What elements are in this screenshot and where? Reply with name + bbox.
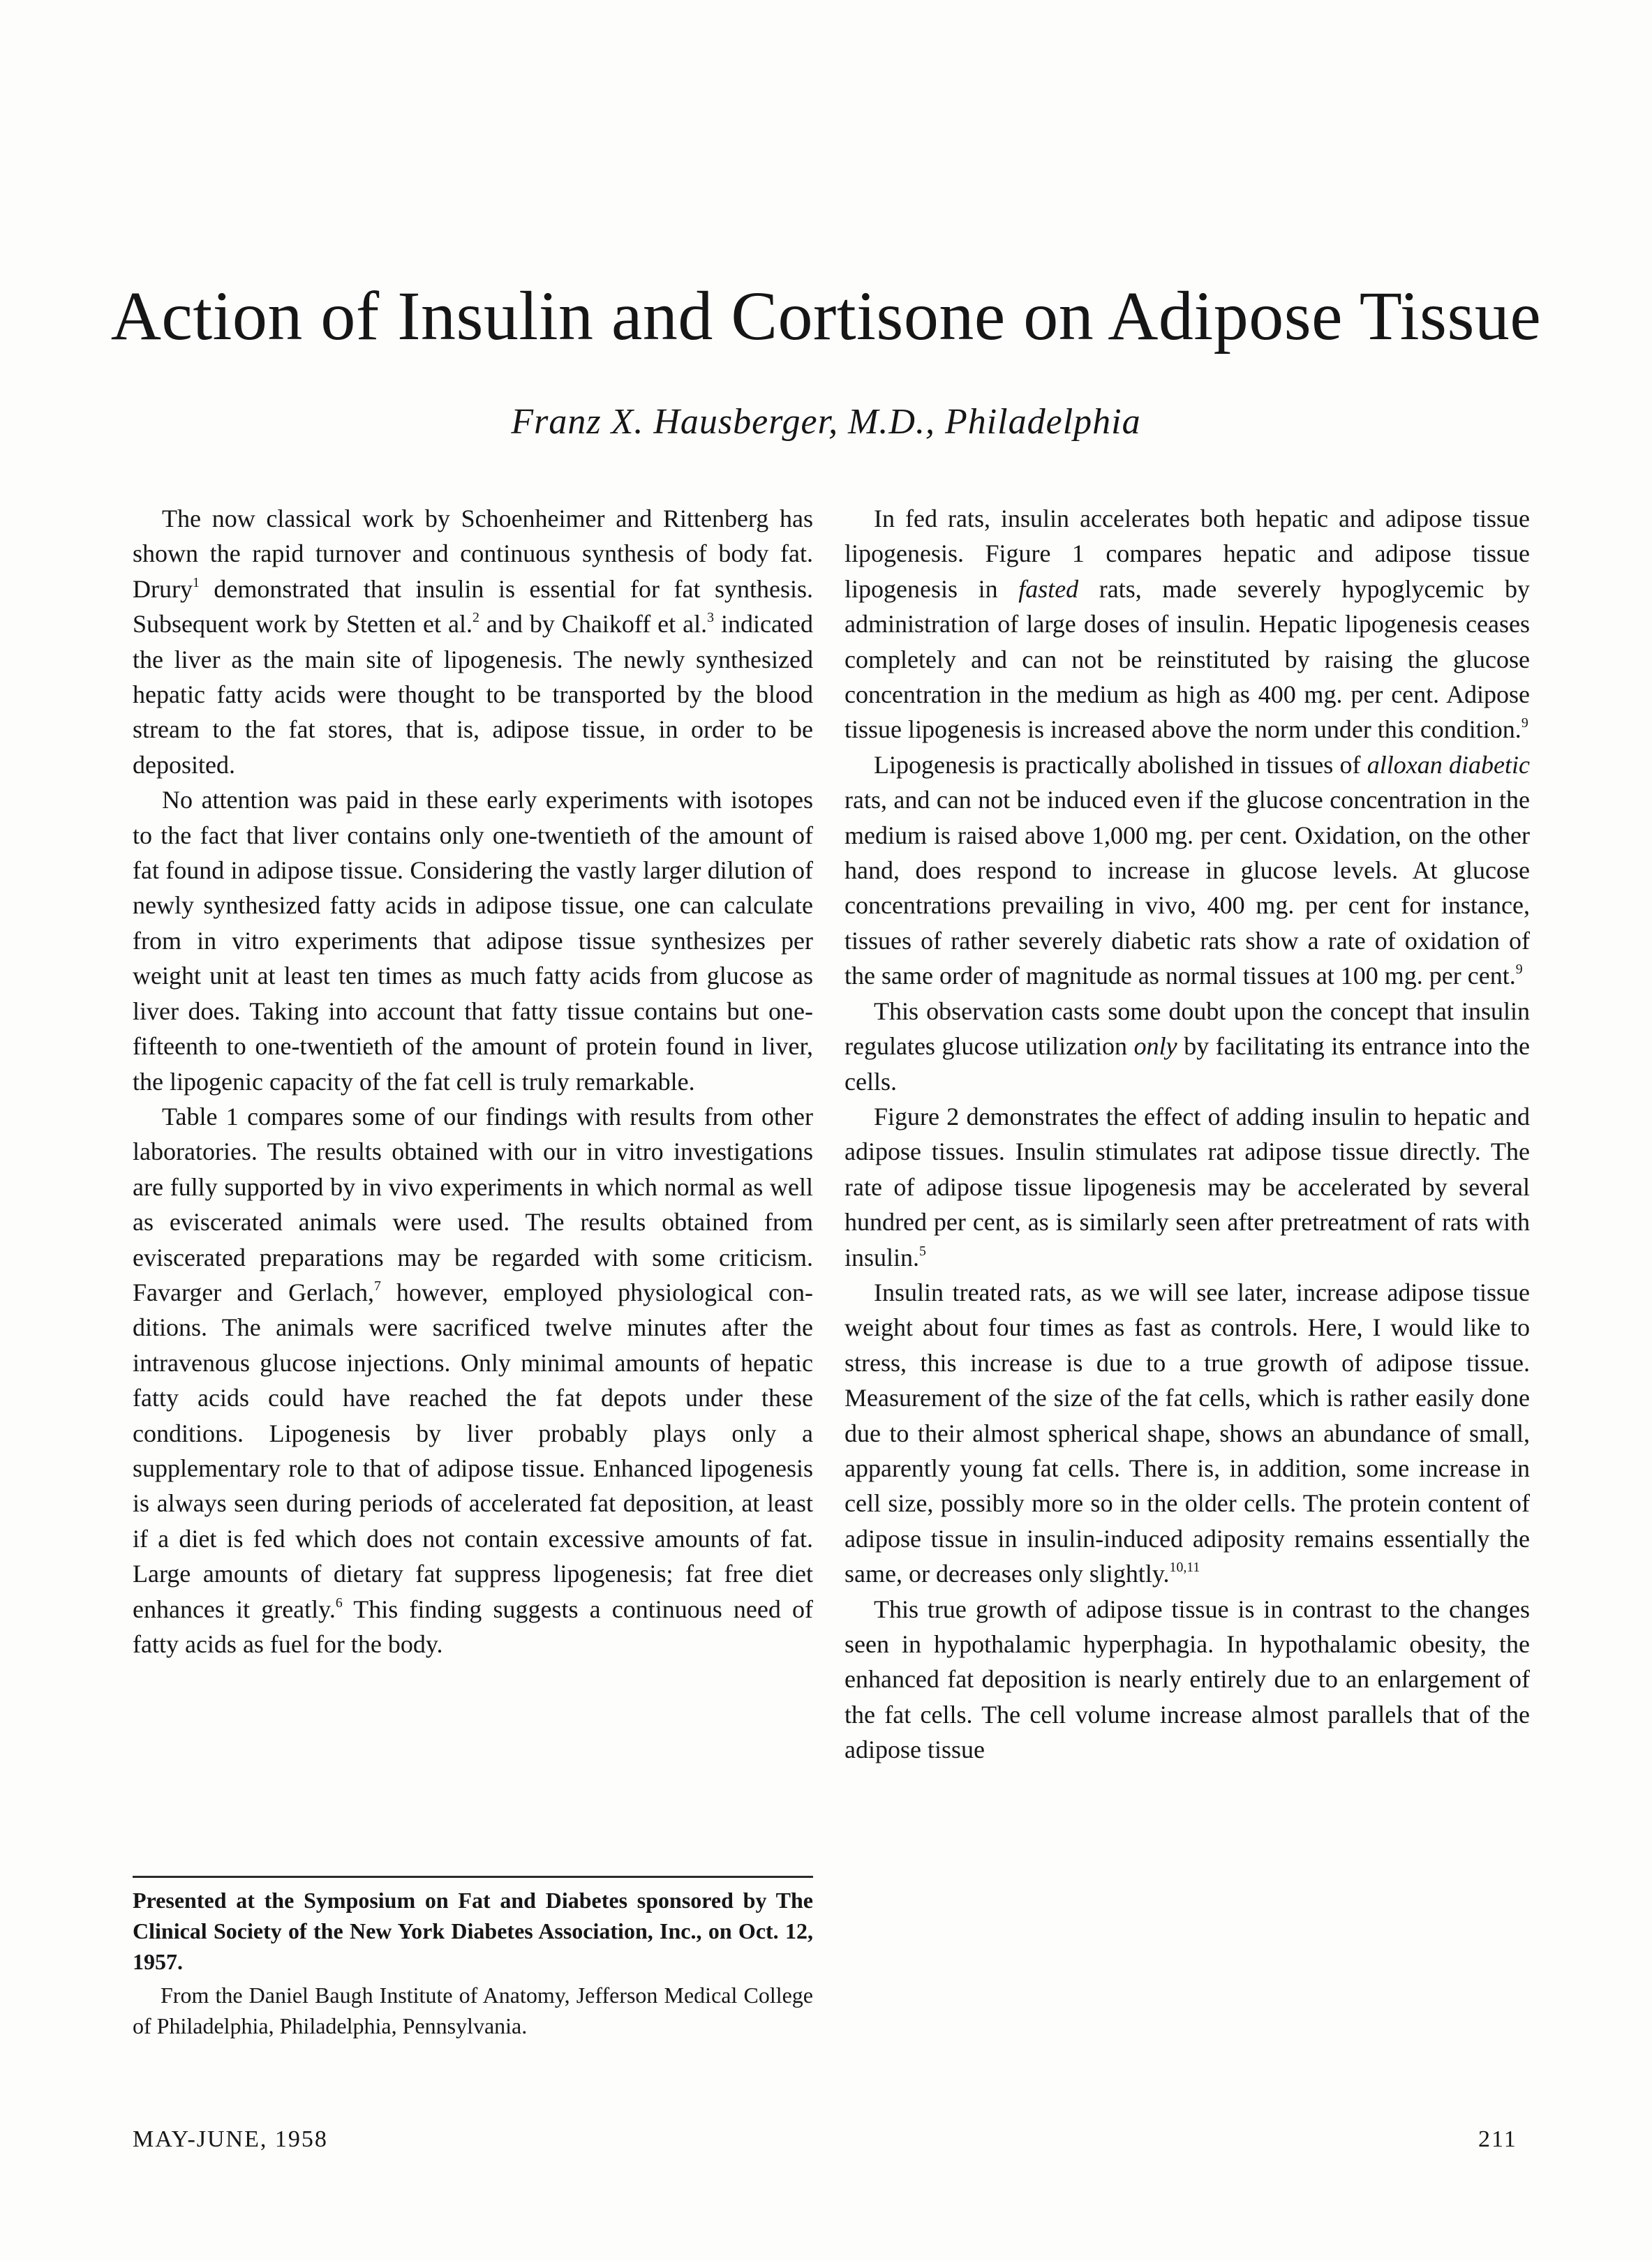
paragraph-text: rats, made severely hypoglycemic by administration of large doses of insulin. Hepatic lipogenesis ceases completely and can not be reinstituted by raising the glucose concentration in the medium as high as 400 mg. per cent. Adipose tissue lipogenesis is increased above the norm under this condition.: [844, 574, 1530, 744]
body-paragraph: [844, 1275, 1530, 1592]
paragraph-text: Figure 2 demonstrates the effect of adding insulin to hepatic and adipose tissues. Insulin stimulates rat adipose tissue directly. The rate of adipose tissue lipogenesis may be accelerated by several hundred per cent, as is similarly seen after pretreatment of rats with insulin.: [844, 1102, 1530, 1271]
body-paragraph: [133, 501, 813, 782]
body-paragraph: [844, 1592, 1530, 1768]
citation-superscript: 2: [472, 610, 479, 626]
emphasis-text: alloxan diabetic: [1367, 750, 1530, 779]
paragraph-text: indicated the liver as the main site of lipogenesis. The newly synthesized hepatic fatty acids were thought to be transported by the blood stream to the fat stores, that is, adipose tissue, in order to be deposited.: [133, 610, 813, 779]
author-byline: Franz X. Hausberger, M.D., Philadelphia: [511, 402, 1141, 442]
right-column: [844, 501, 1530, 1768]
paragraph-text: In fed rats, insulin accelerates both hepatic and adipose tissue lipogenesis. Figure 1 compares hepatic and adipose tissue lipogenesis in: [844, 505, 1530, 603]
citation-superscript: 9: [1521, 715, 1528, 731]
footnote-affiliation: From the Daniel Baugh Institute of Anatomy, Jefferson Medical College of Philadelphia, Philadelphia, Pennsylvania.: [133, 1983, 813, 2038]
body-paragraph: [133, 782, 813, 1099]
paragraph-text: rats, and can not be induced even if the glucose concentration in the medium is raised above 1,000 mg. per cent. Oxidation, on the other hand, does respond to increase in glucose levels. At glucose concentrations prevailing in vivo, 400 mg. per cent for instance, tissues of rather severely diabetic rats show a rate of oxidation of the same order of magnitude as normal tissues at 100 mg. per cent.: [844, 786, 1530, 990]
footnote-divider: [133, 1876, 813, 1878]
body-paragraph: [133, 1099, 813, 1662]
citation-superscript: 6: [335, 1595, 343, 1611]
citation-superscript: 3: [707, 610, 715, 626]
citation-superscript: 7: [374, 1278, 381, 1294]
body-paragraph: [844, 994, 1530, 1099]
citation-superscript: 10,11: [1169, 1560, 1200, 1576]
paragraph-text: The now classical work by Schoenheimer and Rittenberg has shown the rapid turnover and continuous synthesis of body fat. Drury: [133, 505, 813, 603]
paragraph-text: This true growth of adipose tissue is in contrast to the changes seen in hypothalamic hyperphagia. In hypothalamic obesity, the enhanced fat deposition is nearly entirely due to an enlargement of the fat cells. The cell volume increase almost parallels that of the adipose tissue: [844, 1595, 1530, 1764]
paragraph-text: This finding suggests a continuous need of fatty acids as fuel for the body.: [133, 1595, 813, 1658]
emphasis-text: only: [1133, 1032, 1177, 1061]
body-paragraph: [844, 501, 1530, 747]
body-paragraph: [844, 1099, 1530, 1275]
left-column: [133, 501, 813, 1662]
paragraph-text: Table 1 compares some of our findings with results from other laboratories. The results obtained with our in vitro investigations are fully supported by in vivo experiments in which normal as well as eviscerated animals were used. The results obtained from eviscerated preparations may be regarded with some criticism. Favarger and Gerlach,: [133, 1102, 813, 1306]
paragraph-text: however, employed physiological conditions. The animals were sacrificed twelve minutes after the intravenous glucose injections. Only minimal amounts of hepatic fatty acids could have reached the fat depots under these conditions. Lipogenesis by liver probably plays only a supplementary role to that of adipose tissue. Enhanced lipogenesis is always seen during periods of accelerated fat deposition, at least if a diet is fed which does not contain excessive amounts of fat. Large amounts of dietary fat suppress lipogenesis; fat free diet enhances it greatly.: [133, 1278, 814, 1623]
citation-superscript: 9: [1515, 962, 1523, 978]
paragraph-text: Lipogenesis is practically abolished in tissues of: [874, 750, 1367, 779]
footnote-presented: Presented at the Symposium on Fat and Diabetes sponsored by The Clinical Society of the New York Diabetes Association, Inc., on Oct. 12, 1957.: [133, 1888, 813, 1974]
paragraph-text: demonstrated that insulin is essential for fat synthesis. Subsequent work by Stetten et al.: [133, 574, 813, 639]
paragraph-text: and by Chaikoff et al.: [479, 610, 708, 639]
paragraph-text: Insulin treated rats, as we will see later, increase adipose tissue weight about four times as fast as controls. Here, I would like to stress, this increase is due to a true growth of adipose tissue. Measurement of the size of the fat cells, which is rather easily done due to their almost spherical shape, shows an abundance of small, apparently young fat cells. There is, in addition, some increase in cell size, possibly more so in the older cells. The protein content of adipose tissue in insulin-induced adiposity remains essentially the same, or decreases only slightly.: [844, 1278, 1530, 1588]
body-paragraph: [844, 747, 1530, 994]
citation-superscript: 1: [192, 574, 200, 590]
article-title: Action of Insulin and Cortisone on Adipose Tissue: [110, 277, 1542, 355]
paragraph-text: No attention was paid in these early experiments with isotopes to the fact that liver contains only one-twentieth of the amount of fat found in adipose tissue. Considering the vastly larger dilution of newly synthesized fatty acids in adipose tissue, one can calculate from in vitro experiments that adipose tissue synthesizes per weight unit at least ten times as much fatty acids from glucose as liver does. Taking into account that fatty tissue contains but one-fifteenth to one-twentieth of the amount of protein found in liver, the lipogenic capacity of the fat cell is truly remarkable.: [133, 786, 813, 1096]
paragraph-text: by facilitating its entrance into the cells.: [844, 1032, 1530, 1096]
page-number: 211: [1478, 2126, 1517, 2152]
citation-superscript: 5: [919, 1243, 926, 1259]
footnotes: [133, 1876, 813, 2041]
issue-date: MAY-JUNE, 1958: [133, 2126, 328, 2152]
paragraph-text: This observation casts some doubt upon the concept that insulin regulates glucose utilization: [844, 997, 1530, 1061]
emphasis-text: fasted: [1018, 574, 1079, 603]
